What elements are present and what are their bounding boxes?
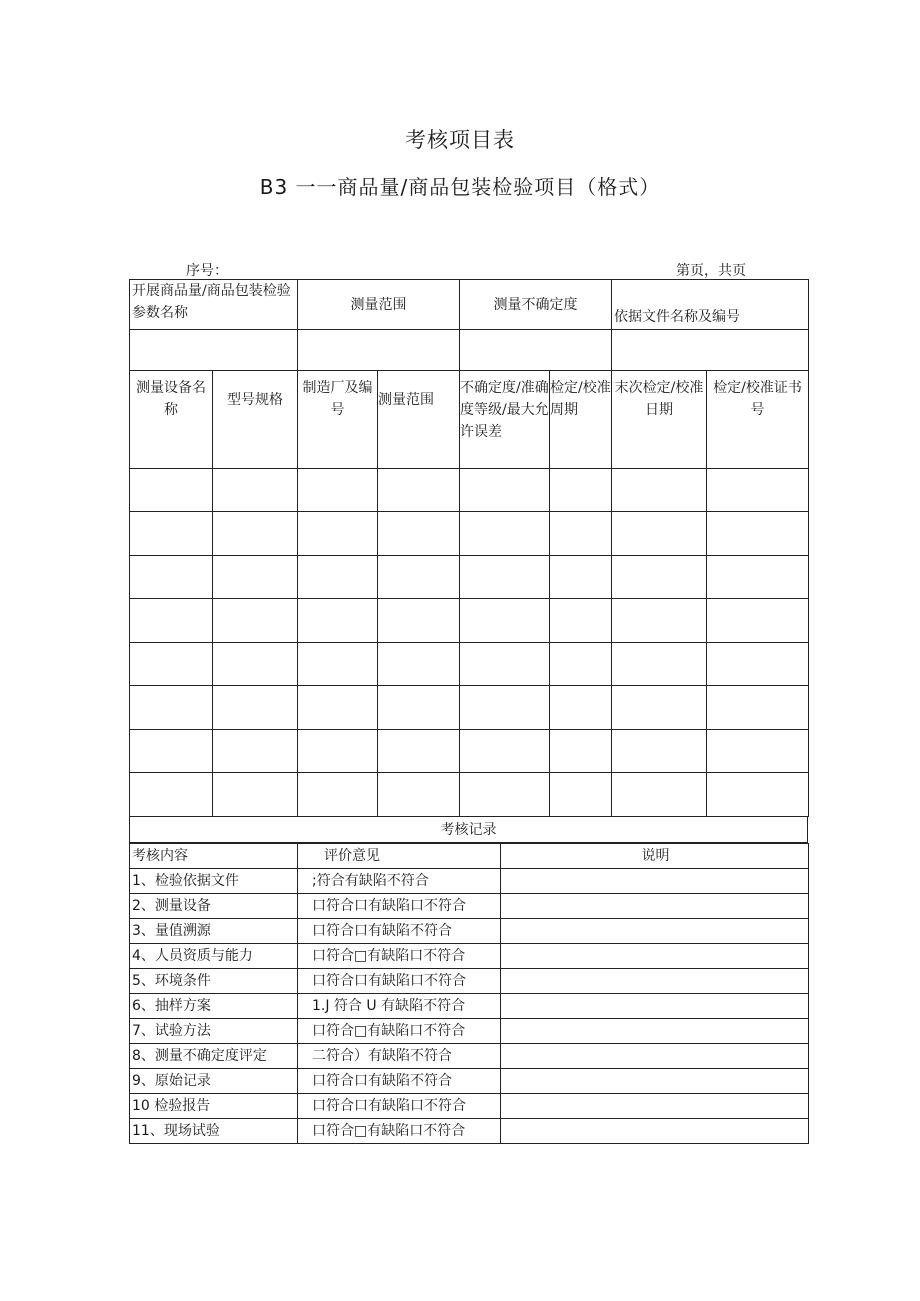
record-header-opinion: 评价意见	[298, 844, 501, 869]
record-note[interactable]	[501, 1069, 809, 1094]
record-item: 2、测量设备	[130, 894, 298, 919]
column-header-equipment-name: 测量设备名称	[130, 371, 213, 469]
record-note[interactable]	[501, 919, 809, 944]
table-cell[interactable]	[550, 556, 612, 599]
table-cell[interactable]	[612, 643, 707, 686]
table-cell[interactable]	[707, 556, 809, 599]
table-cell[interactable]	[298, 556, 378, 599]
table-cell[interactable]	[130, 686, 213, 730]
table-row	[130, 773, 809, 817]
table-cell[interactable]	[130, 512, 213, 556]
uncertainty-value[interactable]	[460, 330, 612, 371]
record-item: 8、测量不确定度评定	[130, 1044, 298, 1069]
table-cell[interactable]	[130, 556, 213, 599]
record-opinion-options[interactable]: 口符合□有缺陷口不符合	[298, 944, 501, 969]
table-cell[interactable]	[298, 643, 378, 686]
record-item: 3、量值溯源	[130, 919, 298, 944]
record-row	[130, 1019, 809, 1044]
table-cell[interactable]	[130, 643, 213, 686]
record-item: 9、原始记录	[130, 1069, 298, 1094]
table-cell[interactable]	[298, 730, 378, 773]
table-cell[interactable]	[612, 686, 707, 730]
column-header-model: 型号规格	[213, 371, 298, 469]
record-row	[130, 944, 809, 969]
table-cell[interactable]	[213, 469, 298, 512]
record-item: 1、检验依据文件	[130, 869, 298, 894]
column-header-certificate: 检定/校准证书号	[707, 371, 809, 469]
record-opinion-options[interactable]: 口符合口有缺陷口不符合	[298, 1094, 501, 1119]
table-cell[interactable]	[460, 686, 550, 730]
basis-value[interactable]	[612, 330, 809, 371]
table-row	[130, 686, 809, 730]
table-cell[interactable]	[707, 469, 809, 512]
table-cell[interactable]	[213, 773, 298, 817]
record-opinion-options[interactable]: 二符合）有缺陷不符合	[298, 1044, 501, 1069]
table-cell[interactable]	[213, 730, 298, 773]
table-cell[interactable]	[460, 730, 550, 773]
table-cell[interactable]	[213, 556, 298, 599]
table-cell[interactable]	[460, 643, 550, 686]
table-cell[interactable]	[130, 599, 213, 643]
record-row	[130, 1119, 809, 1144]
table-cell[interactable]	[612, 469, 707, 512]
table-cell[interactable]	[707, 686, 809, 730]
table-row	[130, 512, 809, 556]
table-cell[interactable]	[213, 512, 298, 556]
table-cell[interactable]	[550, 730, 612, 773]
assessment-record-table	[129, 843, 809, 1144]
table-cell[interactable]	[550, 512, 612, 556]
table-row	[130, 599, 809, 643]
record-row	[130, 894, 809, 919]
column-header-uncertainty: 不确定度/准确度等级/最大允许误差	[460, 371, 550, 469]
column-header-cycle: 检定/校准周期	[550, 371, 612, 469]
table-cell[interactable]	[707, 730, 809, 773]
page-title: 考核项目表	[405, 128, 515, 152]
record-row	[130, 869, 809, 894]
table-cell[interactable]	[130, 469, 213, 512]
table-cell[interactable]	[460, 469, 550, 512]
record-row	[130, 1094, 809, 1119]
uncertainty-header: 测量不确定度	[460, 280, 612, 330]
column-header-last-date: 末次检定/校准日期	[612, 371, 707, 469]
table-cell[interactable]	[460, 556, 550, 599]
record-opinion-options[interactable]: 口符合口有缺陷口不符合	[298, 969, 501, 994]
table-cell[interactable]	[550, 686, 612, 730]
table-cell[interactable]	[550, 643, 612, 686]
record-note[interactable]	[501, 994, 809, 1019]
record-note[interactable]	[501, 869, 809, 894]
table-row	[130, 643, 809, 686]
table-row	[130, 469, 809, 512]
basis-header: 依据文件名称及编号	[612, 280, 809, 330]
serial-number-label: 序号：	[186, 263, 228, 279]
record-opinion-options[interactable]: 口符合口有缺陷不符合	[298, 919, 501, 944]
record-item: 7、试验方法	[130, 1019, 298, 1044]
record-note[interactable]	[501, 894, 809, 919]
table-cell[interactable]	[298, 469, 378, 512]
record-note[interactable]	[501, 1044, 809, 1069]
column-header-range: 测量范围	[378, 371, 460, 469]
record-opinion-options[interactable]: 口符合口有缺陷口不符合	[298, 894, 501, 919]
record-row	[130, 1069, 809, 1094]
table-cell[interactable]	[130, 773, 213, 817]
table-cell[interactable]	[550, 599, 612, 643]
record-opinion-options[interactable]: 口符合□有缺陷口不符合	[298, 1119, 501, 1144]
table-cell[interactable]	[460, 773, 550, 817]
param-name-header: 开展商品量/商品包装检验参数名称	[130, 280, 298, 330]
record-note[interactable]	[501, 1019, 809, 1044]
table-cell[interactable]	[298, 599, 378, 643]
table-cell[interactable]	[707, 643, 809, 686]
table-row	[130, 556, 809, 599]
record-note[interactable]	[501, 969, 809, 994]
table-cell[interactable]	[378, 556, 460, 599]
table-cell[interactable]	[378, 599, 460, 643]
record-row	[130, 969, 809, 994]
table-cell[interactable]	[707, 773, 809, 817]
table-cell[interactable]	[707, 599, 809, 643]
table-cell[interactable]	[612, 730, 707, 773]
param-name-value[interactable]	[130, 330, 298, 371]
page-count-label: 第页，共页	[676, 263, 746, 279]
table-cell[interactable]	[213, 599, 298, 643]
record-note[interactable]	[501, 1094, 809, 1119]
table-cell[interactable]	[378, 686, 460, 730]
table-cell[interactable]	[378, 643, 460, 686]
record-note[interactable]	[501, 944, 809, 969]
table-cell[interactable]	[378, 773, 460, 817]
table-cell[interactable]	[612, 556, 707, 599]
record-header-note: 说明	[501, 844, 809, 869]
table-cell[interactable]	[213, 686, 298, 730]
record-row	[130, 994, 809, 1019]
table-cell[interactable]	[612, 512, 707, 556]
record-row	[130, 919, 809, 944]
range-value[interactable]	[298, 330, 460, 371]
table-cell[interactable]	[378, 512, 460, 556]
table-cell[interactable]	[612, 599, 707, 643]
form-subtitle: B3 一一商品量/商品包装检验项目（格式）	[259, 175, 661, 199]
table-cell[interactable]	[213, 643, 298, 686]
table-cell[interactable]	[550, 469, 612, 512]
equipment-table	[129, 279, 809, 817]
record-note[interactable]	[501, 1119, 809, 1144]
range-header: 测量范围	[298, 280, 460, 330]
table-cell[interactable]	[550, 773, 612, 817]
record-item: 10 检验报告	[130, 1094, 298, 1119]
table-cell[interactable]	[298, 686, 378, 730]
record-opinion-options[interactable]: 口符合口有缺陷不符合	[298, 1069, 501, 1094]
record-opinion-options[interactable]: 口符合□有缺陷口不符合	[298, 1019, 501, 1044]
record-item: 4、人员资质与能力	[130, 944, 298, 969]
assessment-record-title: 考核记录	[129, 817, 808, 843]
table-cell[interactable]	[130, 730, 213, 773]
table-cell[interactable]	[378, 730, 460, 773]
record-item: 6、抽样方案	[130, 994, 298, 1019]
record-opinion-options[interactable]: ;符合有缺陷不符合	[298, 869, 501, 894]
record-item: 11、现场试验	[130, 1119, 298, 1144]
record-item: 5、环境条件	[130, 969, 298, 994]
table-cell[interactable]	[707, 512, 809, 556]
table-cell[interactable]	[612, 773, 707, 817]
table-cell[interactable]	[460, 599, 550, 643]
table-cell[interactable]	[298, 512, 378, 556]
column-header-manufacturer: 制造厂及编号	[298, 371, 378, 469]
record-header-content: 考核内容	[130, 844, 298, 869]
table-cell[interactable]	[378, 469, 460, 512]
table-cell[interactable]	[460, 512, 550, 556]
record-opinion-options[interactable]: 1.J 符合 U 有缺陷不符合	[298, 994, 501, 1019]
table-row	[130, 730, 809, 773]
table-cell[interactable]	[298, 773, 378, 817]
record-row	[130, 1044, 809, 1069]
